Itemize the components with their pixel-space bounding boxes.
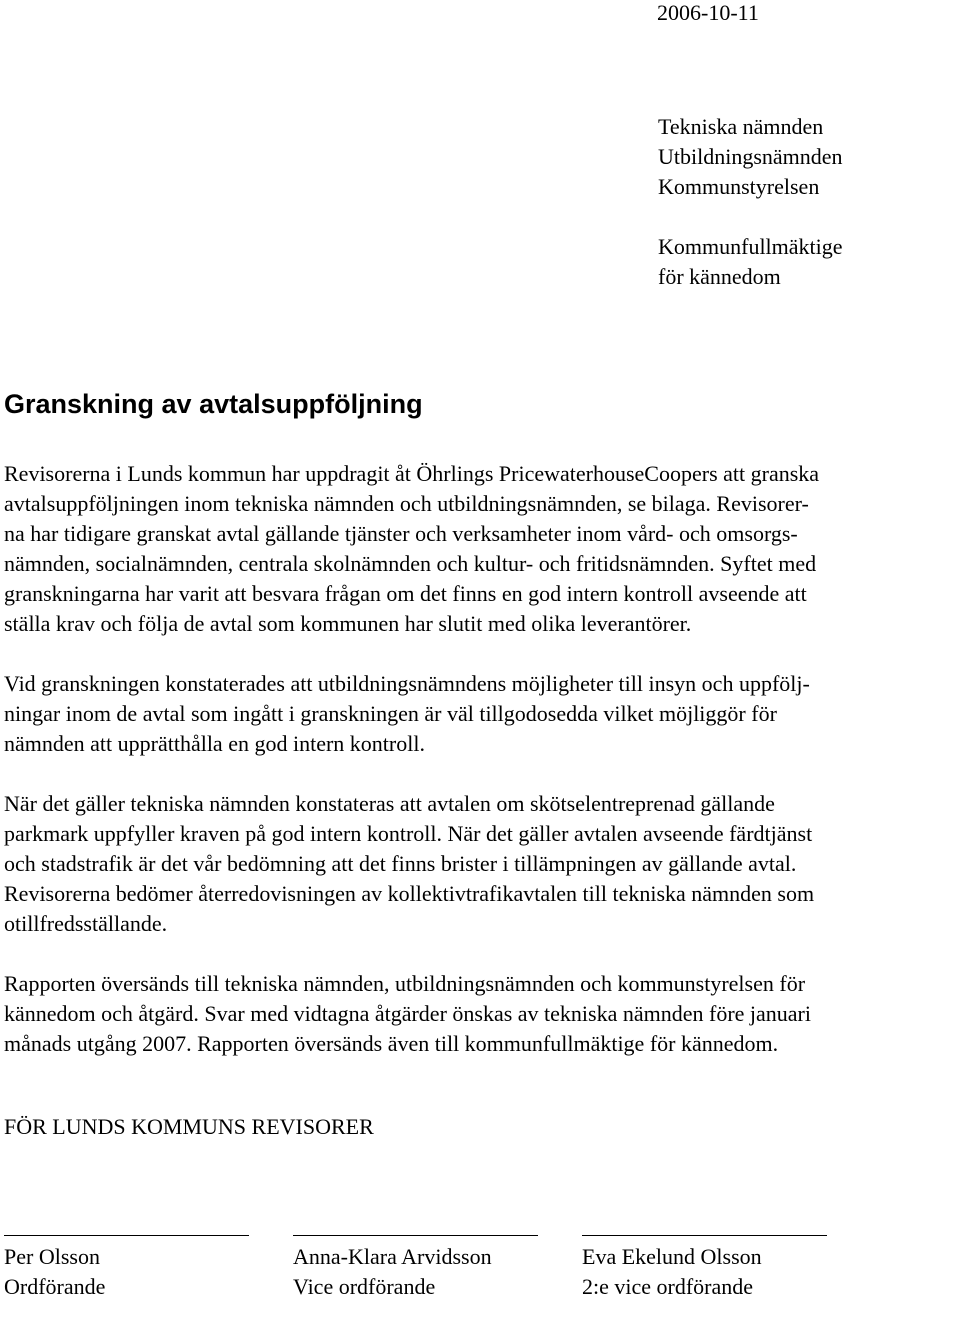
signatory-name: Anna-Klara Arvidsson [293, 1244, 492, 1269]
signature-heading: FÖR LUNDS KOMMUNS REVISORER [4, 1114, 374, 1139]
text-line: månads utgång 2007. Rapporten översänds även till kommunfullmäktige för kännedom. [4, 1031, 779, 1056]
recipient-line: Utbildningsnämnden [658, 144, 843, 169]
body-paragraph [4, 789, 956, 939]
text-line: ställa krav och följa de avtal som kommunen har slutit med olika leverantörer. [4, 611, 692, 636]
text-line: Revisorerna bedömer återredovisningen av kollektivtrafikavtalen till tekniska nämnden som [4, 881, 815, 906]
signature-block [293, 1235, 538, 1302]
document-date: 2006-10-11 [657, 0, 759, 25]
text-line: parkmark uppfyller kraven på god intern kontroll. När det gäller avtalen avseende färdtjänst [4, 821, 813, 846]
signatory-name: Per Olsson [4, 1244, 100, 1269]
signatory-role: 2:e vice ordförande [582, 1274, 754, 1299]
text-line: otillfredsställande. [4, 911, 168, 936]
signature-block [4, 1235, 249, 1302]
document-title: Granskning av avtalsuppföljning [4, 389, 423, 419]
signatory-role: Vice ordförande [293, 1274, 436, 1299]
text-line: När det gäller tekniska nämnden konstateras att avtalen om skötselentreprenad gällande [4, 791, 775, 816]
recipient-spacer [658, 202, 843, 232]
signatory-role: Ordförande [4, 1274, 106, 1299]
document-body [4, 459, 956, 1089]
text-line: Rapporten översänds till tekniska nämnden, utbildningsnämnden och kommunstyrelsen för [4, 971, 806, 996]
signature-line [293, 1235, 538, 1236]
recipient-line: Tekniska nämnden [658, 114, 824, 139]
text-line: avtalsuppföljningen inom tekniska nämnden och utbildningsnämnden, se bilaga. Revisorer- [4, 491, 809, 516]
body-paragraph [4, 669, 956, 759]
recipient-line: Kommunstyrelsen [658, 174, 820, 199]
recipient-line: för kännedom [658, 264, 781, 289]
recipient-block [658, 112, 843, 292]
signature-line [4, 1235, 249, 1236]
signature-line [582, 1235, 827, 1236]
text-line: och stadstrafik är det vår bedömning att det finns brister i tillämpningen av gällande avtal. [4, 851, 797, 876]
text-line: na har tidigare granskat avtal gällande tjänster och verksamheter inom vård- och omsorgs- [4, 521, 798, 546]
signature-block [582, 1235, 827, 1302]
body-paragraph [4, 969, 956, 1059]
text-line: kännedom och åtgärd. Svar med vidtagna åtgärder önskas av tekniska nämnden före januari [4, 1001, 811, 1026]
text-line: nämnden, socialnämnden, centrala skolnämnden och kultur- och fritidsnämnden. Syftet med [4, 551, 817, 576]
text-line: ningar inom de avtal som ingått i granskningen är väl tillgodosedda vilket möjliggör för [4, 701, 777, 726]
recipient-line: Kommunfullmäktige [658, 234, 843, 259]
text-line: nämnden att upprätthålla en god intern kontroll. [4, 731, 425, 756]
text-line: granskningarna har varit att besvara frågan om det finns en god intern kontroll avseende att [4, 581, 807, 606]
signatory-name: Eva Ekelund Olsson [582, 1244, 762, 1269]
text-line: Vid granskningen konstaterades att utbildningsnämndens möjligheter till insyn och uppfölj- [4, 671, 810, 696]
text-line: Revisorerna i Lunds kommun har uppdragit åt Öhrlings PricewaterhouseCoopers att granska [4, 461, 820, 486]
body-paragraph [4, 459, 956, 639]
